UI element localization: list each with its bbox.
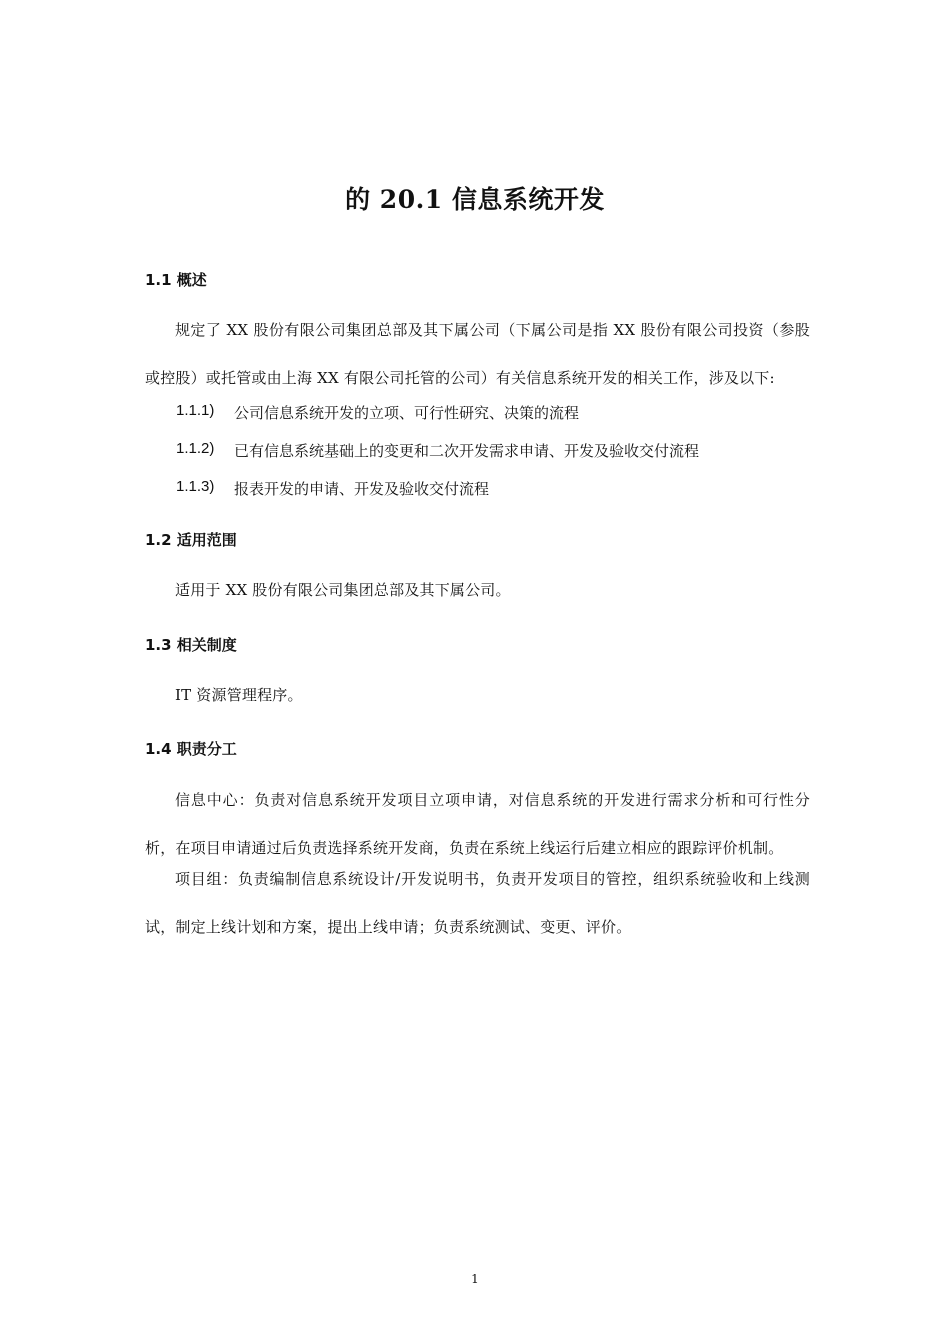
section-heading-related-policy: 1.3 相关制度 [145, 636, 237, 654]
related-policy-paragraph: IT 资源管理程序。 [175, 686, 303, 704]
document-title: 的 20.1 信息系统开发 [345, 185, 605, 214]
list-item-number: 1.1.3) [176, 478, 215, 495]
list-item [176, 402, 579, 423]
section-heading-overview: 1.1 概述 [145, 271, 207, 289]
list-item-text: 报表开发的申请、开发及验收交付流程 [234, 480, 490, 498]
section-heading-responsibilities: 1.4 职责分工 [145, 740, 237, 758]
list-item-number: 1.1.2) [176, 440, 215, 457]
section-heading-scope: 1.2 适用范围 [145, 531, 237, 549]
responsibilities-paragraph-it-center: 信息中心：负责对信息系统开发项目立项申请，对信息系统的开发进行需求分析和可行性分析，在项目申请通过后负责选择系统开发商，负责在系统上线运行后建立相应的跟踪评价机制。 [145, 791, 810, 857]
list-item [176, 440, 699, 461]
list-item-number: 1.1.1) [176, 402, 215, 419]
list-item-text: 公司信息系统开发的立项、可行性研究、决策的流程 [234, 404, 580, 422]
responsibilities-paragraph-project-team: 项目组：负责编制信息系统设计/开发说明书，负责开发项目的管控，组织系统验收和上线测试，制定上线计划和方案，提出上线申请；负责系统测试、变更、评价。 [145, 870, 810, 936]
overview-paragraph: 规定了 XX 股份有限公司集团总部及其下属公司（下属公司是指 XX 股份有限公司投资（参股或控股）或托管或由上海 XX 有限公司托管的公司）有关信息系统开发的相关工作，涉及以下: [145, 321, 810, 387]
page-number: 1 [471, 1272, 479, 1286]
list-item-text: 已有信息系统基础上的变更和二次开发需求申请、开发及验收交付流程 [234, 442, 700, 460]
scope-paragraph: 适用于 XX 股份有限公司集团总部及其下属公司。 [175, 581, 511, 599]
list-item [176, 478, 489, 499]
